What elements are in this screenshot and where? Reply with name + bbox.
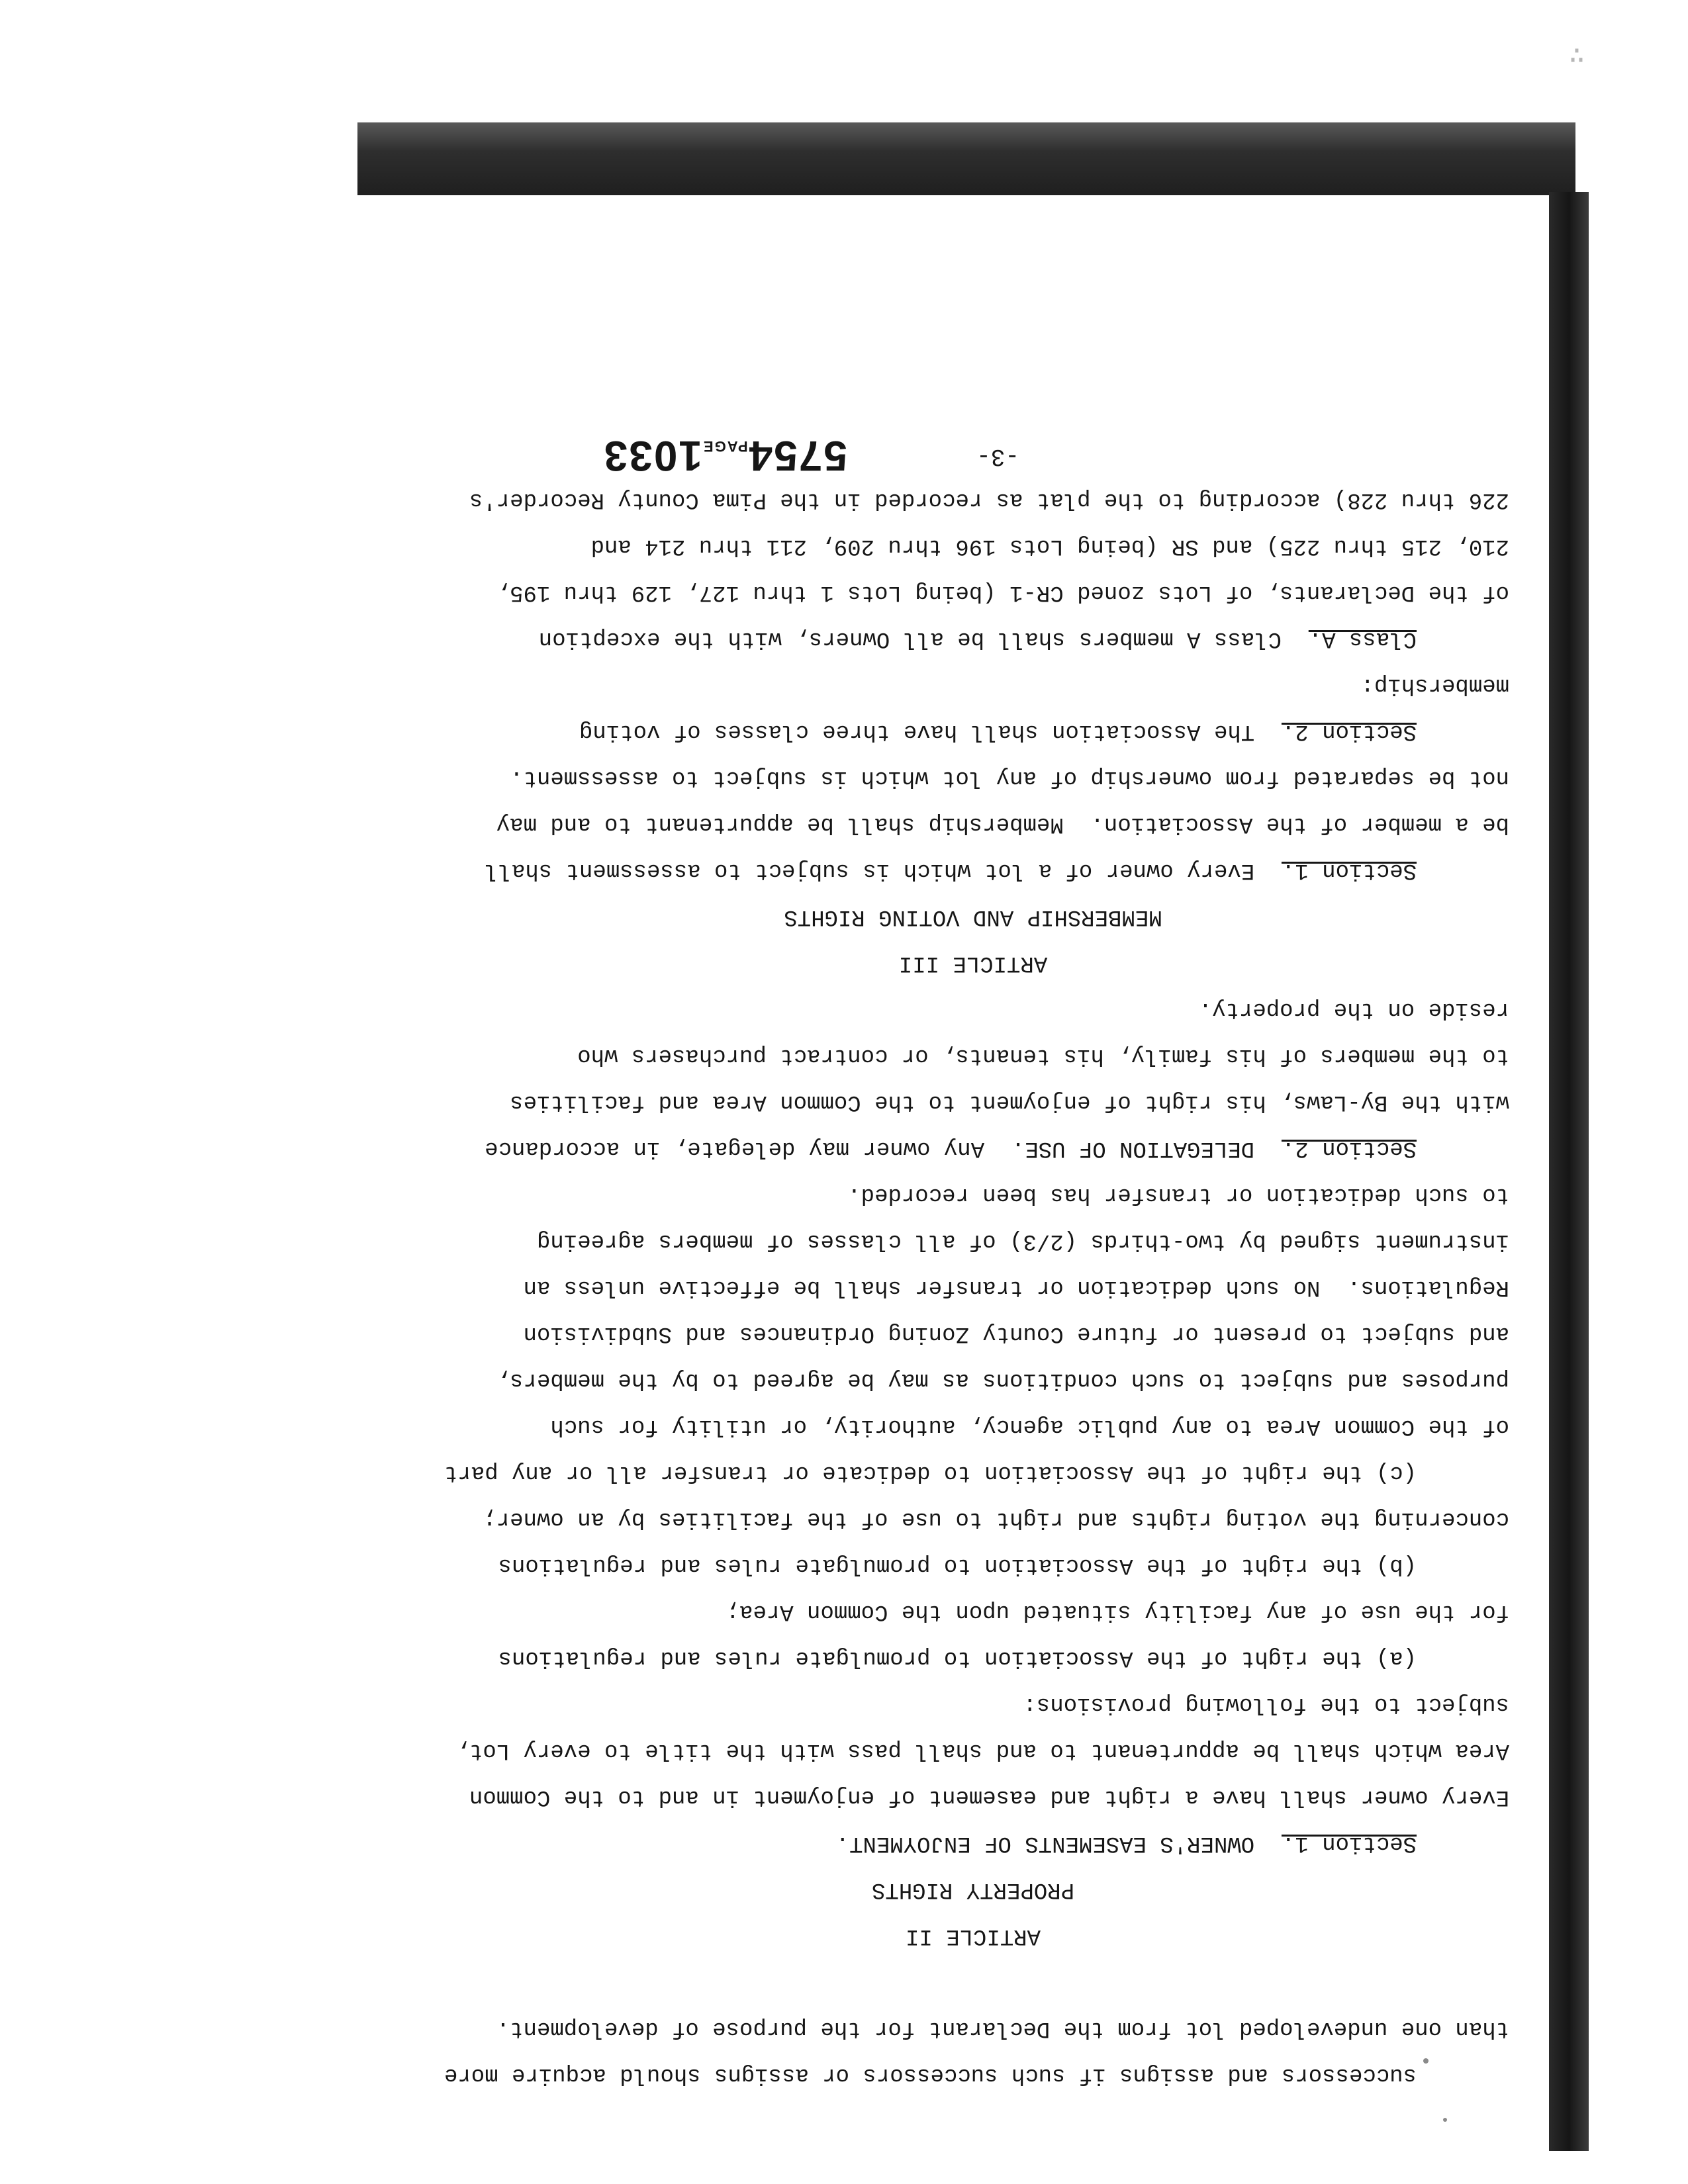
page-stamp-number: 1033 (602, 432, 702, 480)
page-label: PAGE (702, 438, 748, 455)
text-line: successors and assigns if such successors or assigns should acquire more (444, 2062, 1417, 2087)
text-line: subject to the following provisions: (1023, 1692, 1509, 1717)
text-line: to the members of his family, his tenants, or contract purchasers who (577, 1043, 1509, 1068)
section-label: Section 1. (1281, 1831, 1417, 1856)
section-title: OWNER'S EASEMENTS OF ENJOYMENT. (835, 1831, 1255, 1856)
page-number: -3- (976, 443, 1019, 470)
text-line: and subject to present or future County Zoning Ordinances and Subdivision (523, 1321, 1509, 1346)
text-line: (a) the right of the Association to promulgate rules and regulations (498, 1645, 1417, 1670)
text-line: purposes and subject to such conditions as may be agreed to by the members, (496, 1367, 1509, 1392)
text-line: Regulations. No such dedication or transfer shall be effective unless an (523, 1275, 1509, 1300)
intro-paragraph (437, 2005, 1509, 2098)
text-run: Every owner of a lot which is subject to assessment shall (485, 858, 1282, 883)
scanned-document-page (371, 199, 1542, 2131)
article-ii-section-1-title-line (437, 1820, 1509, 1866)
text-line: of the Common Area to any public agency, authority, or utility for such (550, 1414, 1509, 1439)
text-line: 210, 215 thru 225) and SR (being Lots 196 thru 209, 211 thru 214 and (590, 533, 1509, 559)
article-ii-heading: ARTICLE II (905, 1923, 1041, 1948)
article-iii-section-2-line (437, 708, 1509, 754)
page-content (437, 404, 1509, 2098)
scan-artifact: ∴ (1569, 42, 1585, 72)
text-run: Class A members shall be all Owners, with the exception (538, 626, 1309, 651)
scan-speckle (1443, 2118, 1447, 2122)
text-line: with the By-Laws, his right of enjoyment to the Common Area and facilities (510, 1089, 1509, 1115)
scanner-margin-right (1549, 192, 1589, 2151)
text-line: Area which shall be appurtenant to and shall pass with the title to every Lot, (455, 1738, 1509, 1763)
article-ii-subheading: PROPERTY RIGHTS (871, 1877, 1075, 1902)
article-iii-section-1-line (437, 847, 1509, 893)
text-line: instrument signed by two-thirds (2/3) of all classes of members agreeing (536, 1228, 1509, 1253)
text-line: concerning the voting rights and right to use of the facilities by an owner; (483, 1506, 1509, 1531)
text-line: Every owner shall have a right and easement of enjoyment in and to the Common (469, 1784, 1509, 1809)
text-line: of the Declarants, of Lots zoned CR-1 (being Lots 1 thru 127, 129 thru 195, (496, 580, 1509, 605)
book-page-stamp (603, 432, 847, 480)
text-line: than one undeveloped lot from the Declarant for the purpose of development. (496, 2016, 1509, 2041)
section-label: Section 2. (1281, 1136, 1417, 1161)
article-iii-subheading: MEMBERSHIP AND VOTING RIGHTS (784, 904, 1162, 929)
scanner-margin-top (357, 122, 1575, 195)
book-number: 5754 (747, 432, 847, 480)
text-line: for the use of any facility situated upon the Common Area; (726, 1599, 1509, 1624)
section-label: Section 1. (1281, 858, 1417, 883)
text-line: membership: (1360, 672, 1509, 698)
scan-speckle (1423, 2058, 1429, 2064)
text-line: to such dedication or transfer has been recorded. (847, 1182, 1509, 1207)
text-line: (b) the right of the Association to promulgate rules and regulations (498, 1553, 1417, 1578)
article-iii-heading: ARTICLE III (898, 950, 1048, 976)
text-line: 226 thru 228) according to the plat as recorded in the Pima County Recorder's (469, 487, 1509, 512)
text-line: (c) the right of the Association to dedicate or transfer all or any part (444, 1460, 1417, 1485)
class-label: Class A. (1308, 626, 1417, 651)
article-ii-section-2-line (437, 1125, 1509, 1171)
section-label: Section 2. (1281, 719, 1417, 744)
text-run: Any owner may delegate, in accordance (485, 1136, 1011, 1161)
text-line: be a member of the Association. Membership shall be appurtenant to and may (496, 811, 1509, 837)
class-a-line (437, 615, 1509, 662)
section-title: DELEGATION OF USE. (1011, 1136, 1255, 1161)
text-line: not be separated from ownership of any lot which is subject to assessment. (510, 765, 1509, 790)
page-footer-stamp (437, 404, 1509, 480)
text-line: reside on the property. (1198, 997, 1509, 1022)
text-run: The Association shall have three classes of voting (579, 719, 1282, 744)
